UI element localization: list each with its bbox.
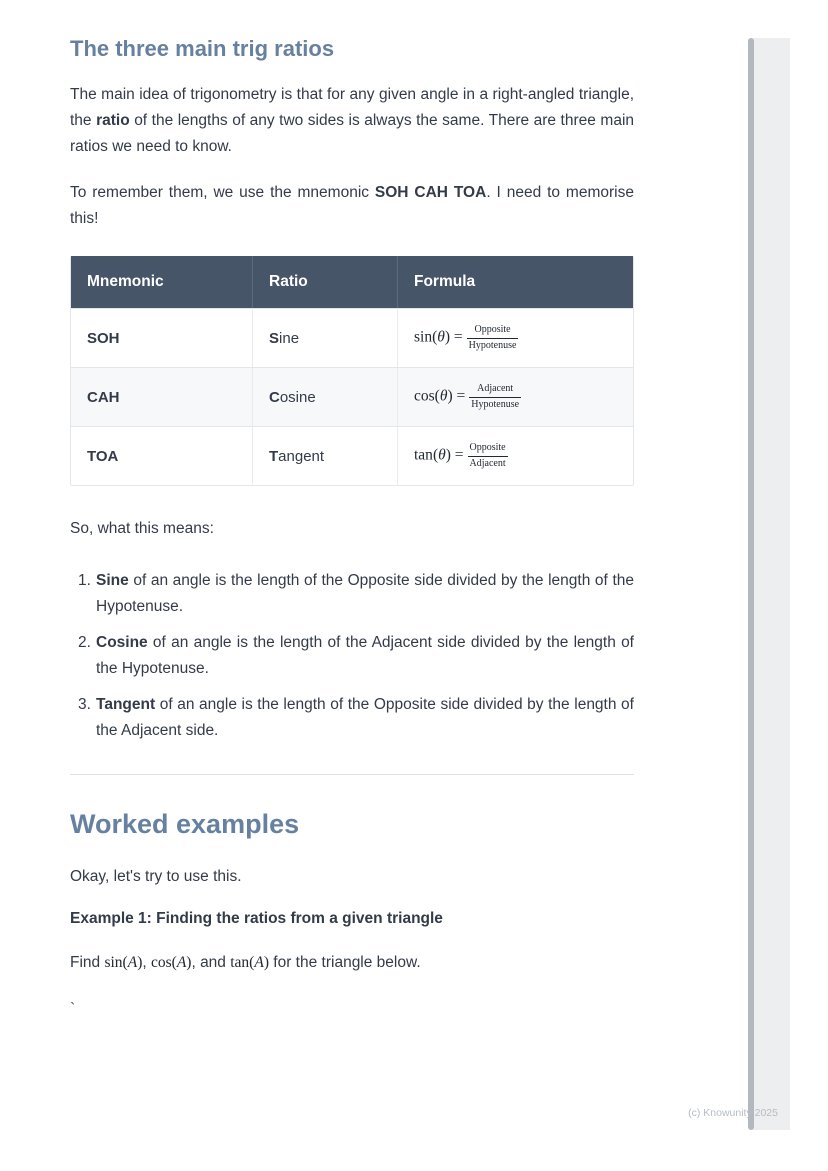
fraction-denominator: Adjacent xyxy=(469,457,506,469)
formula-lparen: ( xyxy=(434,387,440,405)
cosine-formula xyxy=(414,383,521,411)
cell-ratio xyxy=(252,368,397,426)
fraction-numerator: Opposite xyxy=(467,324,519,339)
table-header-formula: Formula xyxy=(397,256,635,308)
ratio-rest: angent xyxy=(278,447,325,465)
mnemonic-paragraph xyxy=(70,180,634,232)
list-item-rest: of an angle is the length of the Adjacent side divided by the length of the Hypotenuse. xyxy=(96,634,634,677)
sin-open: sin( xyxy=(104,954,128,971)
cell-mnemonic: CAH xyxy=(87,388,120,406)
list-item-rest: of an angle is the length of the Opposite side divided by the length of the Hypotenuse. xyxy=(96,572,634,615)
angle-var: A xyxy=(254,954,264,971)
mnemonic-paragraph-bold-soh-cah-toa: SOH CAH TOA xyxy=(374,184,487,201)
fraction-denominator: Hypotenuse xyxy=(471,398,520,410)
list-item-bold: Sine xyxy=(96,572,129,589)
intro-paragraph-part1: The main idea of trigonometry is that for any given angle in a right-angled triangle, the xyxy=(70,86,634,129)
formula-fn: cos xyxy=(414,387,435,405)
table-header-mnemonic: Mnemonic xyxy=(87,273,164,290)
table-row xyxy=(71,308,633,367)
find-ratios-paragraph xyxy=(70,950,634,976)
explanation-list xyxy=(70,568,634,744)
copyright-notice: (c) Knowunity 2025 xyxy=(688,1107,778,1119)
formula-rparen-eq: ) = xyxy=(447,387,466,405)
mnemonic-paragraph-part1: To remember them, we use the mnemonic xyxy=(70,184,375,201)
table-header-ratio: Ratio xyxy=(252,256,397,308)
list-item-number: 3. xyxy=(78,696,91,713)
intro-paragraph-bold-ratio: ratio xyxy=(96,112,130,129)
section-heading-trig-ratios: The three main trig ratios xyxy=(70,36,335,61)
sin-close: ) xyxy=(137,954,143,971)
angle-var: A xyxy=(176,954,187,971)
find-text-1: Find xyxy=(70,954,105,971)
list-item-bold: Cosine xyxy=(96,634,148,651)
cell-mnemonic: TOA xyxy=(87,447,119,465)
list-item-text xyxy=(96,568,634,620)
scrollbar[interactable] xyxy=(748,38,754,1130)
ratio-initial: C xyxy=(269,388,280,406)
trig-ratios-table xyxy=(70,256,634,486)
separator-1: , xyxy=(142,954,151,971)
cell-formula xyxy=(397,309,635,367)
list-item xyxy=(70,692,634,744)
example-1-title: Example 1: Finding the ratios from a given triangle xyxy=(70,910,443,927)
fraction-numerator: Opposite xyxy=(468,442,508,457)
section-divider xyxy=(70,774,634,775)
mnemonic-paragraph-part2: . I need to memorise this! xyxy=(70,184,634,227)
list-item-number: 1. xyxy=(78,572,91,589)
document-page xyxy=(70,36,634,1042)
formula-lparen: ( xyxy=(432,446,439,464)
meaning-intro: So, what this means: xyxy=(70,520,214,537)
fraction-numerator: Adjacent xyxy=(469,383,521,398)
cos-open: cos( xyxy=(150,954,177,971)
tangent-formula xyxy=(414,442,508,470)
cell-ratio xyxy=(252,309,397,367)
cell-formula xyxy=(397,368,635,426)
formula-fn: sin xyxy=(414,328,433,346)
intro-paragraph-part2: of the lengths of any two sides is always the same. There are three main ratios we need to know. xyxy=(70,112,635,155)
tan-close: ) xyxy=(263,954,269,971)
cell-ratio xyxy=(252,427,397,485)
list-item-rest: of an angle is the length of the Opposite side divided by the length of the Adjacent side. xyxy=(96,696,634,739)
list-item-number: 2. xyxy=(78,634,91,651)
formula-lparen: ( xyxy=(432,328,438,346)
table-row xyxy=(71,367,633,426)
formula-fraction xyxy=(468,442,508,470)
formula-fraction xyxy=(467,324,519,352)
sin-a-expression xyxy=(104,954,142,971)
table-header-row xyxy=(71,256,633,308)
list-item-bold: Tangent xyxy=(96,696,156,713)
formula-theta: θ xyxy=(439,387,448,405)
tan-a-expression xyxy=(230,954,269,971)
ratio-rest: osine xyxy=(279,388,316,406)
cos-a-expression xyxy=(151,954,191,971)
formula-fraction xyxy=(469,383,521,411)
intro-paragraph xyxy=(70,82,634,160)
cell-formula xyxy=(397,427,635,485)
next-page-edge xyxy=(752,38,790,1130)
fraction-denominator: Hypotenuse xyxy=(468,339,517,351)
tan-open: tan( xyxy=(230,954,255,971)
list-item-text xyxy=(96,630,634,682)
formula-rparen-eq: ) = xyxy=(445,446,464,464)
angle-var: A xyxy=(127,954,138,971)
ratio-initial: S xyxy=(269,329,280,347)
formula-theta: θ xyxy=(438,446,446,464)
list-item-text xyxy=(96,692,634,744)
list-item xyxy=(70,568,634,620)
cell-mnemonic: SOH xyxy=(87,329,120,347)
formula-fn: tan xyxy=(414,446,433,464)
formula-theta: θ xyxy=(437,328,445,346)
find-text-2: for the triangle below. xyxy=(268,954,421,971)
ratio-rest: ine xyxy=(279,329,300,347)
table-row xyxy=(71,426,633,485)
stray-backtick: ` xyxy=(70,1000,76,1017)
cos-close: ) xyxy=(186,954,192,971)
ratio-initial: T xyxy=(269,447,279,465)
separator-2: , and xyxy=(191,954,231,971)
section-heading-worked-examples: Worked examples xyxy=(70,809,300,839)
sine-formula xyxy=(414,324,518,352)
formula-rparen-eq: ) = xyxy=(444,328,463,346)
list-item xyxy=(70,630,634,682)
worked-intro-paragraph: Okay, let's try to use this. xyxy=(70,868,242,885)
